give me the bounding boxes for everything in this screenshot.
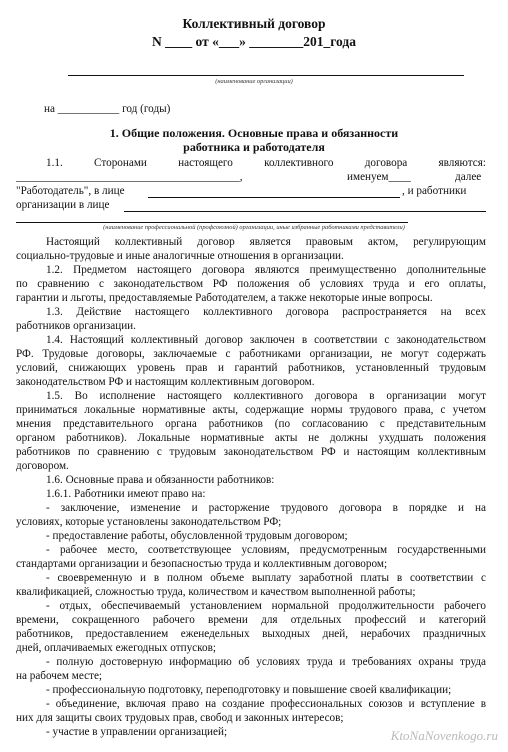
body-line: - своевременную и в полном объеме выплату заработной платы в соответствии с (46, 572, 486, 584)
body-line: РФ. Трудовые договоры, заключаемые с работниками организации, не могут содержать (16, 348, 486, 360)
site-watermark: KtoNaNovenkogo.ru (390, 728, 498, 743)
body-line: законодательством РФ и настоящим коллективным договором. (16, 376, 315, 388)
contract-number-line: N ____ от «___» ________201_года (152, 34, 356, 49)
body-line: условиях, которые установлены законодательством РФ; (16, 516, 282, 528)
body-line: мнения представительного органа работников (по согласованию с представительным (16, 418, 486, 430)
body-line: - профессиональную подготовку, переподготовку и повышение своей квалификации; (46, 684, 452, 696)
parties-line-2-start: ________________________________________, (16, 171, 243, 183)
body-line: по сравнению с законодательством РФ положения об условиях труда и его оплаты, (16, 278, 486, 290)
body-line: работников по сравнению с трудовым законодательством РФ и настоящим коллективным (16, 446, 486, 458)
section-1-heading-line-1: 1. Общие положения. Основные права и обязанности (109, 126, 399, 140)
body-line: 1.2. Предметом настоящего договора являются преимущественно дополнительные (46, 264, 486, 276)
parties-line-4: организации в лице (16, 199, 110, 211)
body-line: - участие в управлении организацией; (46, 726, 228, 738)
body-line: - предоставление работы, обусловленной трудовым договором; (46, 530, 348, 542)
employee-representative-blank (124, 211, 486, 212)
body-line: на рабочем месте; (16, 670, 103, 682)
body-line: квалификацией, сложностью труда, количеством и качеством выполненной работы; (16, 586, 416, 598)
body-line: дней, оплачиваемых ежегодных отпусков; (16, 642, 216, 654)
body-line: них для защиты своих трудовых прав, свобод и законных интересов; (16, 712, 344, 724)
employee-representative-caption: (наименование профессиональной (профсоюзной) организации, иные избранные работниками представители) (103, 224, 405, 231)
body-line: - отдых, обеспечиваемый установлением нормальной продолжительности рабочего (46, 600, 486, 612)
body-line: стандартами организации и безопасностью труда и коллективным договором; (16, 558, 388, 570)
body-line: договором. (16, 460, 69, 472)
organization-caption: (наименование организации) (215, 78, 293, 85)
document-title: Коллективный договор (182, 16, 326, 31)
section-1-heading-line-2: работника и работодателя (183, 140, 325, 154)
body-line: социально-трудовые и иные аналогичные отношения в организации. (16, 250, 344, 262)
body-line: - заключение, изменение и расторжение трудового договора в порядке и на (46, 502, 486, 514)
parties-line-3-end: , и работники (402, 185, 467, 197)
employee-representative-blank-2 (16, 222, 408, 223)
contract-term-line: на ___________ год (годы) (44, 103, 171, 115)
body-line: 1.5. Во исполнение настоящего коллективного договора в организации могут (46, 390, 486, 402)
body-line: гарантии и льготы, предоставляемые Работодателем, а также некоторые иные вопросы. (16, 292, 433, 304)
body-line: времени, сокращенного рабочего времени для отдельных профессий и категорий (16, 614, 486, 626)
body-line: - объединение, включая право на создание профессиональных союзов и вступление в (46, 698, 486, 710)
representative-name-blank (148, 197, 400, 198)
body-line: - рабочее место, соответствующее условиям, предусмотренным государственными (46, 544, 486, 556)
body-line: работников организации. (16, 320, 136, 332)
body-line: работников, предоставлением еженедельных выходных дней, нерабочих праздничных (16, 628, 486, 640)
body-line: органом работников). Локальные нормативные акты не должны ухудшать положения (16, 432, 486, 444)
body-line: - полную достоверную информацию об условиях труда и требованиях охраны труда (46, 656, 486, 668)
parties-line-2-mid: именуем____ (347, 171, 411, 183)
body-line: Настоящий коллективный договор является правовым актом, регулирующим (46, 236, 486, 248)
body-line: приниматься локальные нормативные акты, содержащие нормы трудового права, с учетом (16, 404, 486, 416)
parties-line-3-start: "Работодатель", в лице (16, 185, 125, 197)
body-line: условий, снижающих уровень прав и гарантий работников, установленный трудовым (16, 362, 486, 374)
body-line: 1.6.1. Работники имеют право на: (46, 488, 206, 500)
body-line: 1.6. Основные права и обязанности работников: (46, 474, 275, 486)
parties-line-2-end: далее (455, 171, 482, 183)
organization-name-blank (68, 75, 464, 76)
body-line: 1.3. Действие настоящего коллективного договора распространяется на всех (46, 306, 486, 318)
parties-line-1: 1.1. Сторонами настоящего коллективного договора являются: (46, 157, 486, 169)
body-line: 1.4. Настоящий коллективный договор заключен в соответствии с законодательством (46, 334, 486, 346)
